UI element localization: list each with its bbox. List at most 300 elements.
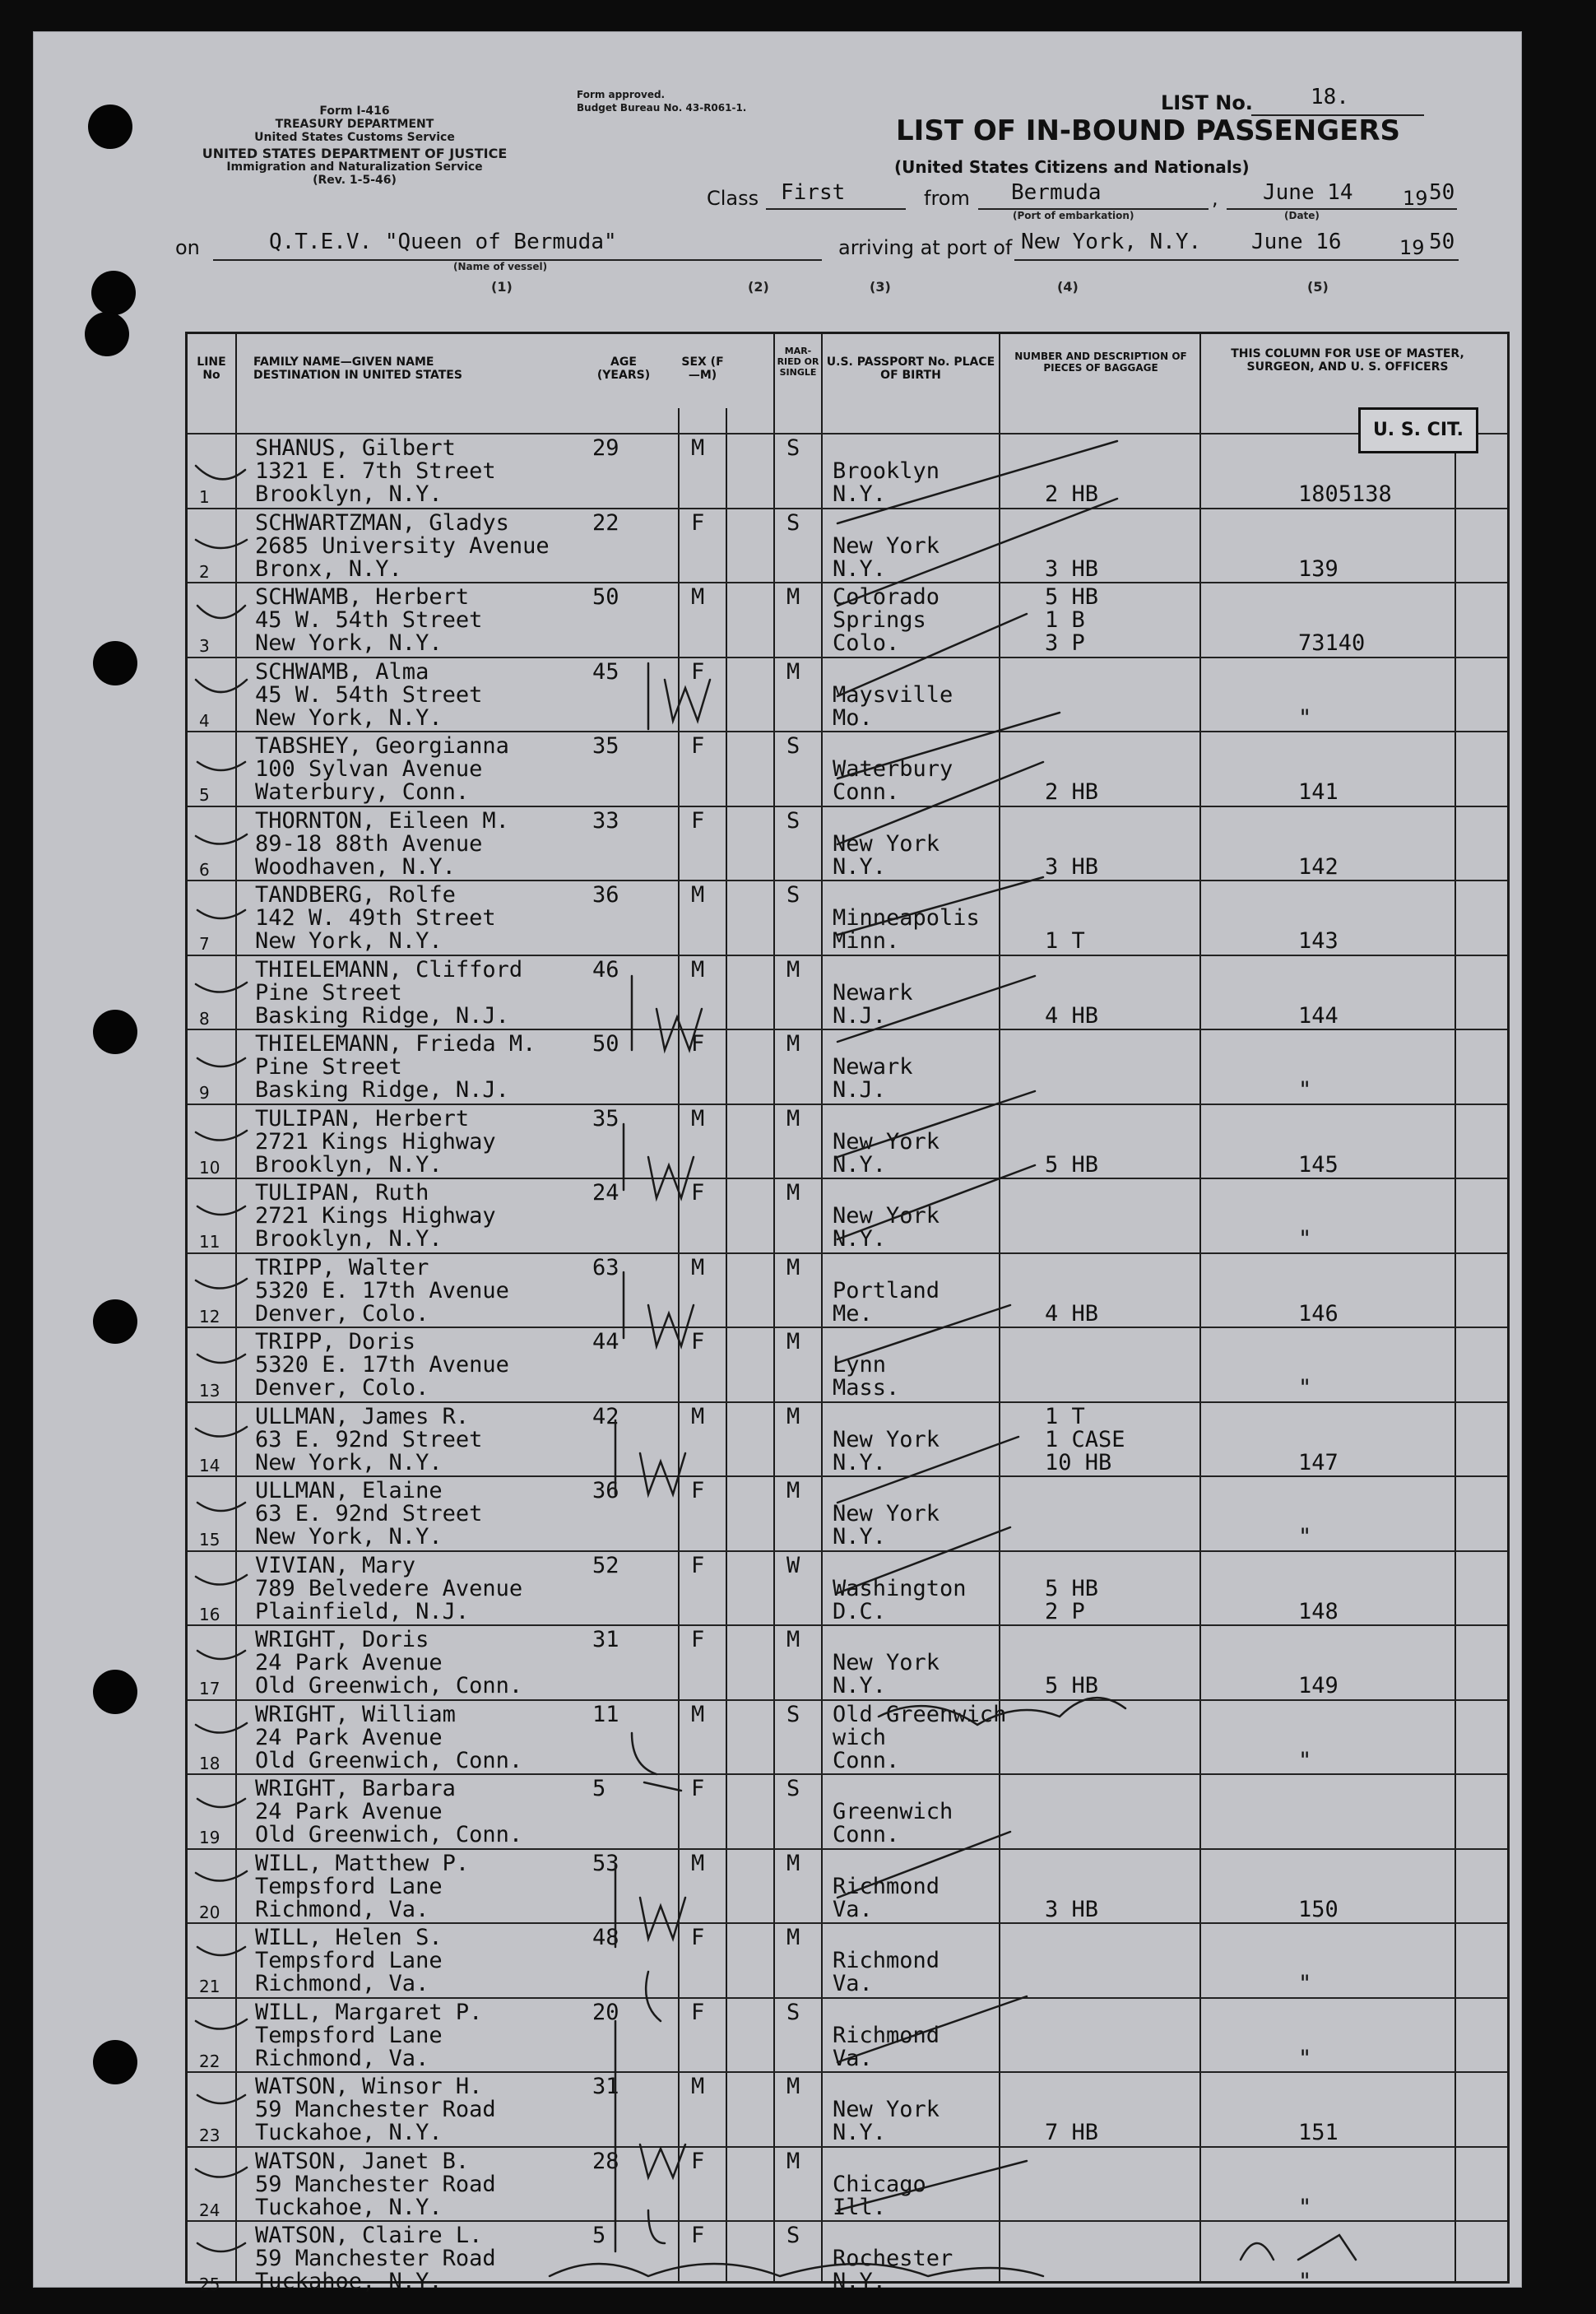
bracket-w-mark — [632, 976, 702, 1050]
passenger-name: ULLMAN, Elaine — [255, 1478, 443, 1503]
checkmark-stroke — [196, 983, 247, 992]
marital-status: M — [786, 1105, 800, 1131]
passenger-name: WRIGHT, William — [255, 1701, 456, 1727]
line-number: 22 — [199, 2051, 220, 2071]
checkmark-stroke — [196, 680, 247, 692]
line-number: 16 — [199, 1604, 220, 1624]
checkmark-stroke — [197, 910, 245, 918]
address-line-1: 2685 University Avenue — [255, 532, 550, 559]
budget-bureau-no: Budget Bureau No. 43-R061-1. — [577, 102, 747, 114]
birthplace-line-2: New York — [833, 1426, 940, 1452]
officer-entry: 145 — [1298, 1151, 1339, 1178]
place-of-birth-strike — [837, 976, 1035, 1042]
date-caption: (Date) — [1284, 210, 1320, 221]
address-line-2: Old Greenwich, Conn. — [255, 1747, 523, 1773]
age: 63 — [592, 1254, 619, 1280]
address-line-2: Brooklyn, N.Y. — [255, 1226, 443, 1252]
line-number: 23 — [199, 2126, 220, 2145]
address-line-1: 2721 Kings Highway — [255, 1128, 496, 1155]
passenger-name: SCHWAMB, Alma — [255, 658, 429, 685]
birthplace-line-3: Conn. — [833, 1822, 900, 1847]
marital-status: M — [786, 1329, 800, 1354]
birthplace-line-2: New York — [833, 2097, 940, 2122]
birthplace-line-2: wich — [833, 1724, 887, 1750]
address-line-2: Denver, Colo. — [255, 1300, 429, 1327]
age: 20 — [592, 1999, 619, 2025]
birthplace-line-3: N.Y. — [833, 481, 887, 507]
sex: F — [691, 1329, 705, 1354]
age: 29 — [592, 435, 619, 461]
punch-hole — [93, 641, 137, 685]
address-line-1: 789 Belvedere Avenue — [255, 1575, 523, 1601]
address-line-1: 5320 E. 17th Avenue — [255, 1352, 509, 1378]
passenger-name: TANDBERG, Rolfe — [255, 882, 456, 908]
birthplace-line-3: N.Y. — [833, 2269, 887, 2294]
baggage-line-2: 1 CASE — [1045, 1426, 1125, 1452]
treasury-department: TREASURY DEPARTMENT — [275, 118, 434, 131]
departure-year-prefix: 19 — [1403, 187, 1428, 210]
birthplace-line-3: N.Y. — [833, 853, 887, 880]
address-line-1: 5320 E. 17th Avenue — [255, 1277, 509, 1303]
bracket-w-mark — [648, 663, 710, 729]
line-number: 10 — [199, 1157, 220, 1178]
checkmark-stroke — [197, 1206, 245, 1215]
officer-entry: 148 — [1298, 1598, 1339, 1624]
officer-entry: " — [1298, 1226, 1312, 1252]
address-line-2: Old Greenwich, Conn. — [255, 1822, 523, 1847]
place-of-birth-strike — [837, 499, 1117, 606]
place-of-birth-strike — [837, 1165, 1035, 1239]
place-of-birth-strike — [837, 1527, 1010, 1593]
birthplace-line-2: Minneapolis — [833, 905, 980, 931]
bracket-w-mark — [624, 1272, 694, 1346]
sex: M — [691, 1105, 705, 1131]
bracket-w-mark — [615, 1865, 685, 1947]
port-of-embarkation: Bermuda — [1011, 180, 1102, 205]
punch-hole — [93, 1299, 137, 1344]
birthplace-line-3: N.Y. — [833, 1226, 887, 1252]
arrival-port: New York, N.Y. — [1021, 230, 1202, 254]
marital-status: S — [786, 882, 800, 908]
birthplace-line-3: Conn. — [833, 1747, 900, 1773]
age: 45 — [592, 658, 619, 685]
marital-status: M — [786, 1627, 800, 1652]
birthplace-line-2: Richmond — [833, 1948, 940, 1973]
birthplace-line-2: New York — [833, 1501, 940, 1526]
marital-status: M — [786, 2074, 800, 2099]
age: 28 — [592, 2148, 619, 2174]
birthplace-line-2: New York — [833, 1203, 940, 1229]
line-number: 4 — [199, 710, 210, 731]
birthplace-line-3: N.Y. — [833, 1151, 887, 1178]
baggage-line-3: 3 HB — [1045, 1896, 1099, 1922]
officer-entry: 139 — [1298, 555, 1339, 582]
age: 31 — [592, 2074, 619, 2099]
sex: F — [691, 1999, 705, 2025]
address-line-1: 100 Sylvan Avenue — [255, 756, 483, 782]
checkmark-stroke — [196, 834, 247, 844]
passenger-name: TULIPAN, Herbert — [255, 1105, 470, 1131]
marital-status: S — [786, 2223, 800, 2248]
address-line-1: 2721 Kings Highway — [255, 1203, 496, 1229]
line-number: 1 — [199, 487, 210, 507]
baggage-line-3: 2 HB — [1045, 481, 1099, 507]
baggage-line-1: 1 T — [1045, 1403, 1085, 1429]
officer-entry: " — [1298, 1077, 1312, 1103]
birthplace-line-3: N.Y. — [833, 1449, 887, 1475]
marital-status: M — [786, 2148, 800, 2174]
sex: F — [691, 2223, 705, 2248]
age: 35 — [592, 733, 619, 759]
birthplace-line-2: Richmond — [833, 1873, 940, 1899]
place-of-birth-strike — [837, 441, 1117, 523]
place-of-birth-strike — [837, 877, 1043, 935]
departure-date: June 14 — [1263, 180, 1353, 205]
place-of-birth-strike — [837, 1437, 1018, 1503]
sex: F — [691, 509, 705, 536]
address-line-2: Woodhaven, N.Y. — [255, 853, 456, 880]
birthplace-line-3: Minn. — [833, 928, 900, 954]
checkmark-stroke — [197, 1799, 245, 1807]
birthplace-line-3: N.J. — [833, 1077, 887, 1103]
sex: F — [691, 733, 705, 759]
age: 22 — [592, 509, 619, 536]
age: 31 — [592, 1627, 619, 1652]
address-line-2: Richmond, Va. — [255, 2045, 429, 2071]
col-header-passport: U.S. PASSPORT No. PLACE OF BIRTH — [826, 355, 995, 382]
baggage-line-3: 3 P — [1045, 630, 1085, 656]
officer-entry: " — [1298, 2194, 1312, 2220]
address-line-1: 59 Manchester Road — [255, 2246, 496, 2271]
address-line-1: 45 W. 54th Street — [255, 607, 483, 633]
passenger-name: SCHWARTZMAN, Gladys — [255, 509, 509, 536]
checkmark-stroke — [196, 466, 245, 479]
officer-entry: 144 — [1298, 1002, 1339, 1029]
passenger-name: WILL, Matthew P. — [255, 1850, 470, 1876]
sex: M — [691, 1254, 705, 1280]
address-line-2: New York, N.Y. — [255, 630, 443, 656]
passenger-name: THIELEMANN, Clifford — [255, 956, 523, 983]
bottom-signature — [550, 2264, 1043, 2276]
birthplace-line-3: Va. — [833, 1896, 873, 1922]
arriving-label: arriving at port of — [838, 236, 1013, 259]
address-line-2: Tuckahoe, N.Y. — [255, 2194, 443, 2220]
address-line-2: New York, N.Y. — [255, 1449, 443, 1475]
sex: F — [691, 2148, 705, 2174]
col-header-baggage: NUMBER AND DESCRIPTION OF PIECES OF BAGGAGE — [1014, 351, 1187, 374]
vessel-caption: (Name of vessel) — [453, 261, 548, 272]
birthplace-line-3: Me. — [833, 1300, 873, 1327]
port-caption: (Port of embarkation) — [1013, 210, 1134, 221]
address-line-2: Tuckahoe, N.Y. — [255, 2269, 443, 2294]
class-value: First — [781, 180, 846, 205]
line-number: 2 — [199, 561, 210, 582]
checkmark-stroke — [197, 606, 245, 618]
line-number: 7 — [199, 934, 210, 954]
arrival-line — [1014, 259, 1459, 261]
marital-status: M — [786, 1925, 800, 1950]
address-line-2: Brooklyn, N.Y. — [255, 1151, 443, 1178]
line-number: 9 — [199, 1083, 210, 1103]
col-number-2: (2) — [748, 279, 769, 295]
place-of-birth-strike — [837, 614, 1027, 696]
line-number: 18 — [199, 1753, 220, 1773]
punch-hole — [93, 2040, 137, 2084]
line-number: 3 — [199, 636, 210, 656]
address-line-1: 59 Manchester Road — [255, 2171, 496, 2197]
checkmark-stroke — [196, 1575, 247, 1585]
col-header-age: AGE (YEARS) — [596, 355, 651, 382]
officer-entry: 141 — [1298, 779, 1339, 805]
handwritten-annotations — [188, 334, 1512, 2286]
checkmark-stroke — [197, 1651, 245, 1659]
passenger-name: WRIGHT, Barbara — [255, 1776, 456, 1801]
from-label: from — [924, 187, 970, 210]
birthplace-line-1: Old Greenwich — [833, 1701, 1007, 1727]
marital-status: M — [786, 1478, 800, 1503]
class-line — [766, 208, 906, 210]
address-line-1: Tempsford Lane — [255, 2022, 443, 2048]
birthplace-line-3: Ill. — [833, 2194, 887, 2220]
list-no-value: 18. — [1311, 85, 1349, 109]
age: 5 — [592, 1776, 606, 1801]
marital-status: W — [786, 1552, 800, 1578]
sex: M — [691, 1850, 705, 1876]
address-line-1: 45 W. 54th Street — [255, 681, 483, 708]
address-line-2: Waterbury, Conn. — [255, 779, 470, 805]
birthplace-line-3: N.Y. — [833, 1524, 887, 1550]
age: 46 — [592, 956, 619, 983]
address-line-2: New York, N.Y. — [255, 1524, 443, 1550]
address-line-2: Richmond, Va. — [255, 1896, 429, 1922]
punch-hole — [93, 1670, 137, 1714]
list-no-label: LIST No. — [1161, 91, 1253, 114]
marital-status: S — [786, 1999, 800, 2025]
passenger-name: WILL, Helen S. — [255, 1925, 443, 1950]
officer-entry: 146 — [1298, 1300, 1339, 1327]
checkmark-stroke — [197, 1947, 245, 1955]
form-approval-block — [577, 88, 873, 114]
line-number: 12 — [199, 1306, 220, 1327]
col-number-1: (1) — [491, 279, 513, 295]
age: 53 — [592, 1850, 619, 1876]
sex: M — [691, 2074, 705, 2099]
bracket-w-mark — [646, 1972, 661, 2021]
sex: M — [691, 1403, 705, 1429]
address-line-2: Old Greenwich, Conn. — [255, 1673, 523, 1698]
passenger-name: WATSON, Janet B. — [255, 2148, 470, 2174]
marital-status: M — [786, 1031, 800, 1057]
sex: M — [691, 882, 705, 908]
address-line-2: Richmond, Va. — [255, 1971, 429, 1996]
line-number: 8 — [199, 1008, 210, 1029]
checkmark-stroke — [197, 762, 245, 770]
vessel-name: Q.T.E.V. "Queen of Bermuda" — [269, 230, 617, 254]
arrival-year-prefix: 19 — [1399, 236, 1425, 259]
birthplace-correction — [879, 1698, 1125, 1725]
marital-status: M — [786, 1254, 800, 1280]
birthplace-line-1: Colorado — [833, 584, 940, 610]
checkmark-stroke — [197, 2243, 245, 2251]
bottom-initials — [1241, 2235, 1356, 2260]
ins-service: Immigration and Naturalization Service — [226, 160, 483, 174]
passenger-name: SCHWAMB, Herbert — [255, 584, 470, 610]
passenger-table — [185, 332, 1510, 2294]
age: 33 — [592, 807, 619, 834]
marital-status: M — [786, 658, 800, 685]
form-revision: (Rev. 1-5-46) — [313, 174, 397, 187]
checkmark-stroke — [197, 1354, 245, 1363]
address-line-2: Brooklyn, N.Y. — [255, 481, 443, 507]
department-of-justice: UNITED STATES DEPARTMENT OF JUSTICE — [202, 146, 508, 161]
checkmark-stroke — [196, 1871, 247, 1881]
officer-entry: " — [1298, 1524, 1312, 1550]
birthplace-line-3: Conn. — [833, 779, 900, 805]
baggage-line-3: 10 HB — [1045, 1449, 1112, 1475]
line-number: 25 — [199, 2275, 220, 2294]
line-number: 13 — [199, 1381, 220, 1401]
marital-status: S — [786, 509, 800, 536]
bracket-w-mark — [648, 2210, 665, 2243]
age: 44 — [592, 1329, 619, 1354]
birthplace-line-3: Va. — [833, 2045, 873, 2071]
address-line-1: Tempsford Lane — [255, 1948, 443, 1973]
address-line-1: 89-18 88th Avenue — [255, 830, 483, 857]
on-label: on — [175, 236, 200, 259]
officer-entry: " — [1298, 704, 1312, 731]
address-line-2: Basking Ridge, N.J. — [255, 1002, 509, 1029]
sex: F — [691, 1776, 705, 1801]
line-number: 19 — [199, 1828, 220, 1847]
officer-entry: " — [1298, 2269, 1312, 2294]
sex: F — [691, 1925, 705, 1950]
line-number: 15 — [199, 1530, 220, 1550]
sex: M — [691, 956, 705, 983]
address-line-2: Tuckahoe, N.Y. — [255, 2120, 443, 2145]
marital-status: M — [786, 1850, 800, 1876]
checkmark-stroke — [197, 1058, 245, 1066]
birthplace-line-3: N.Y. — [833, 555, 887, 582]
col-number-3: (3) — [870, 279, 891, 295]
sex: F — [691, 1627, 705, 1652]
bracket-w-mark — [615, 1420, 685, 1494]
marital-status: M — [786, 956, 800, 983]
passenger-name: TRIPP, Walter — [255, 1254, 429, 1280]
passenger-name: WATSON, Winsor H. — [255, 2074, 483, 2099]
birthplace-line-3: N.J. — [833, 1002, 887, 1029]
col-header-line: LINE No — [197, 355, 226, 382]
passenger-name: THORNTON, Eileen M. — [255, 807, 509, 834]
age: 36 — [592, 882, 619, 908]
passenger-name: VIVIAN, Mary — [255, 1552, 416, 1578]
bracket-w-mark — [632, 1733, 681, 1791]
line-number: 11 — [199, 1232, 220, 1252]
marital-status: S — [786, 807, 800, 834]
place-of-birth-strike — [837, 2161, 1027, 2210]
passenger-name: SHANUS, Gilbert — [255, 435, 456, 461]
officer-entry: " — [1298, 2045, 1312, 2071]
birthplace-line-3: Mass. — [833, 1375, 900, 1401]
passenger-name: TABSHEY, Georgianna — [255, 733, 509, 759]
checkmark-stroke — [197, 1503, 245, 1511]
address-line-2: Plainfield, N.J. — [255, 1598, 470, 1624]
age: 35 — [592, 1105, 619, 1131]
officer-entry: 1805138 — [1298, 481, 1392, 507]
address-line-1: 142 W. 49th Street — [255, 905, 496, 931]
passenger-name: TULIPAN, Ruth — [255, 1180, 429, 1206]
age: 52 — [592, 1552, 619, 1578]
baggage-line-3: 7 HB — [1045, 2120, 1099, 2145]
baggage-line-2: 5 HB — [1045, 1575, 1099, 1601]
baggage-line-3: 4 HB — [1045, 1300, 1099, 1327]
birthplace-line-3: D.C. — [833, 1598, 887, 1624]
customs-service: United States Customs Service — [254, 131, 455, 144]
arrival-year: 50 — [1429, 230, 1455, 254]
punch-hole — [88, 105, 132, 149]
us-citizen-stamp: U. S. CIT. — [1358, 407, 1478, 453]
passenger-name: WATSON, Claire L. — [255, 2223, 483, 2248]
address-line-1: 63 E. 92nd Street — [255, 1426, 483, 1452]
punch-hole — [91, 271, 136, 315]
baggage-line-3: 1 T — [1045, 928, 1085, 954]
officer-entry: 73140 — [1298, 630, 1366, 656]
passenger-name: ULLMAN, James R. — [255, 1403, 470, 1429]
departure-year: 50 — [1429, 180, 1455, 205]
age: 48 — [592, 1925, 619, 1950]
comma-sep: , — [1212, 187, 1218, 210]
marital-status: S — [786, 1701, 800, 1727]
age: 24 — [592, 1180, 619, 1206]
officer-entry: 151 — [1298, 2120, 1339, 2145]
place-of-birth-strike — [837, 1996, 1027, 2062]
birthplace-line-2: Rochester — [833, 2246, 953, 2271]
address-line-1: Pine Street — [255, 1054, 402, 1080]
birthplace-line-3: N.Y. — [833, 1673, 887, 1698]
bracket-w-mark — [615, 2021, 685, 2251]
birthplace-line-2: Waterbury — [833, 756, 953, 782]
place-of-birth-strike — [837, 1832, 1010, 1898]
line-number: 21 — [199, 1977, 220, 1996]
age: 36 — [592, 1478, 619, 1503]
address-line-1: Pine Street — [255, 979, 402, 1006]
officer-entry: 149 — [1298, 1673, 1339, 1698]
baggage-line-3: 5 HB — [1045, 1673, 1099, 1698]
sex: M — [691, 584, 705, 610]
officer-entry: " — [1298, 1375, 1312, 1401]
birthplace-line-2: Washington — [833, 1575, 967, 1601]
address-line-1: 59 Manchester Road — [255, 2097, 496, 2122]
place-of-birth-strike — [837, 762, 1043, 844]
page-title: LIST OF IN-BOUND PASSENGERS — [896, 114, 1400, 147]
line-number: 14 — [199, 1455, 220, 1475]
officer-entry: 147 — [1298, 1449, 1339, 1475]
birthplace-line-2: Springs — [833, 607, 926, 633]
birthplace-line-2: Portland — [833, 1277, 940, 1303]
place-of-birth-strike — [837, 1305, 1010, 1363]
col-header-name: FAMILY NAME—GIVEN NAME DESTINATION IN UNITED STATES — [253, 355, 462, 382]
sex: M — [691, 1701, 705, 1727]
line-number: 5 — [199, 785, 210, 805]
baggage-line-3: 2 HB — [1045, 779, 1099, 805]
officer-entry: 143 — [1298, 928, 1339, 954]
col-header-officers: THIS COLUMN FOR USE OF MASTER, SURGEON, AND U. S. OFFICERS — [1231, 347, 1464, 374]
checkmark-stroke — [196, 1427, 247, 1437]
address-line-1: 1321 E. 7th Street — [255, 458, 496, 484]
sex: F — [691, 807, 705, 834]
baggage-line-3: 5 HB — [1045, 1151, 1099, 1178]
birthplace-line-2: New York — [833, 830, 940, 857]
col-number-5: (5) — [1307, 279, 1329, 295]
